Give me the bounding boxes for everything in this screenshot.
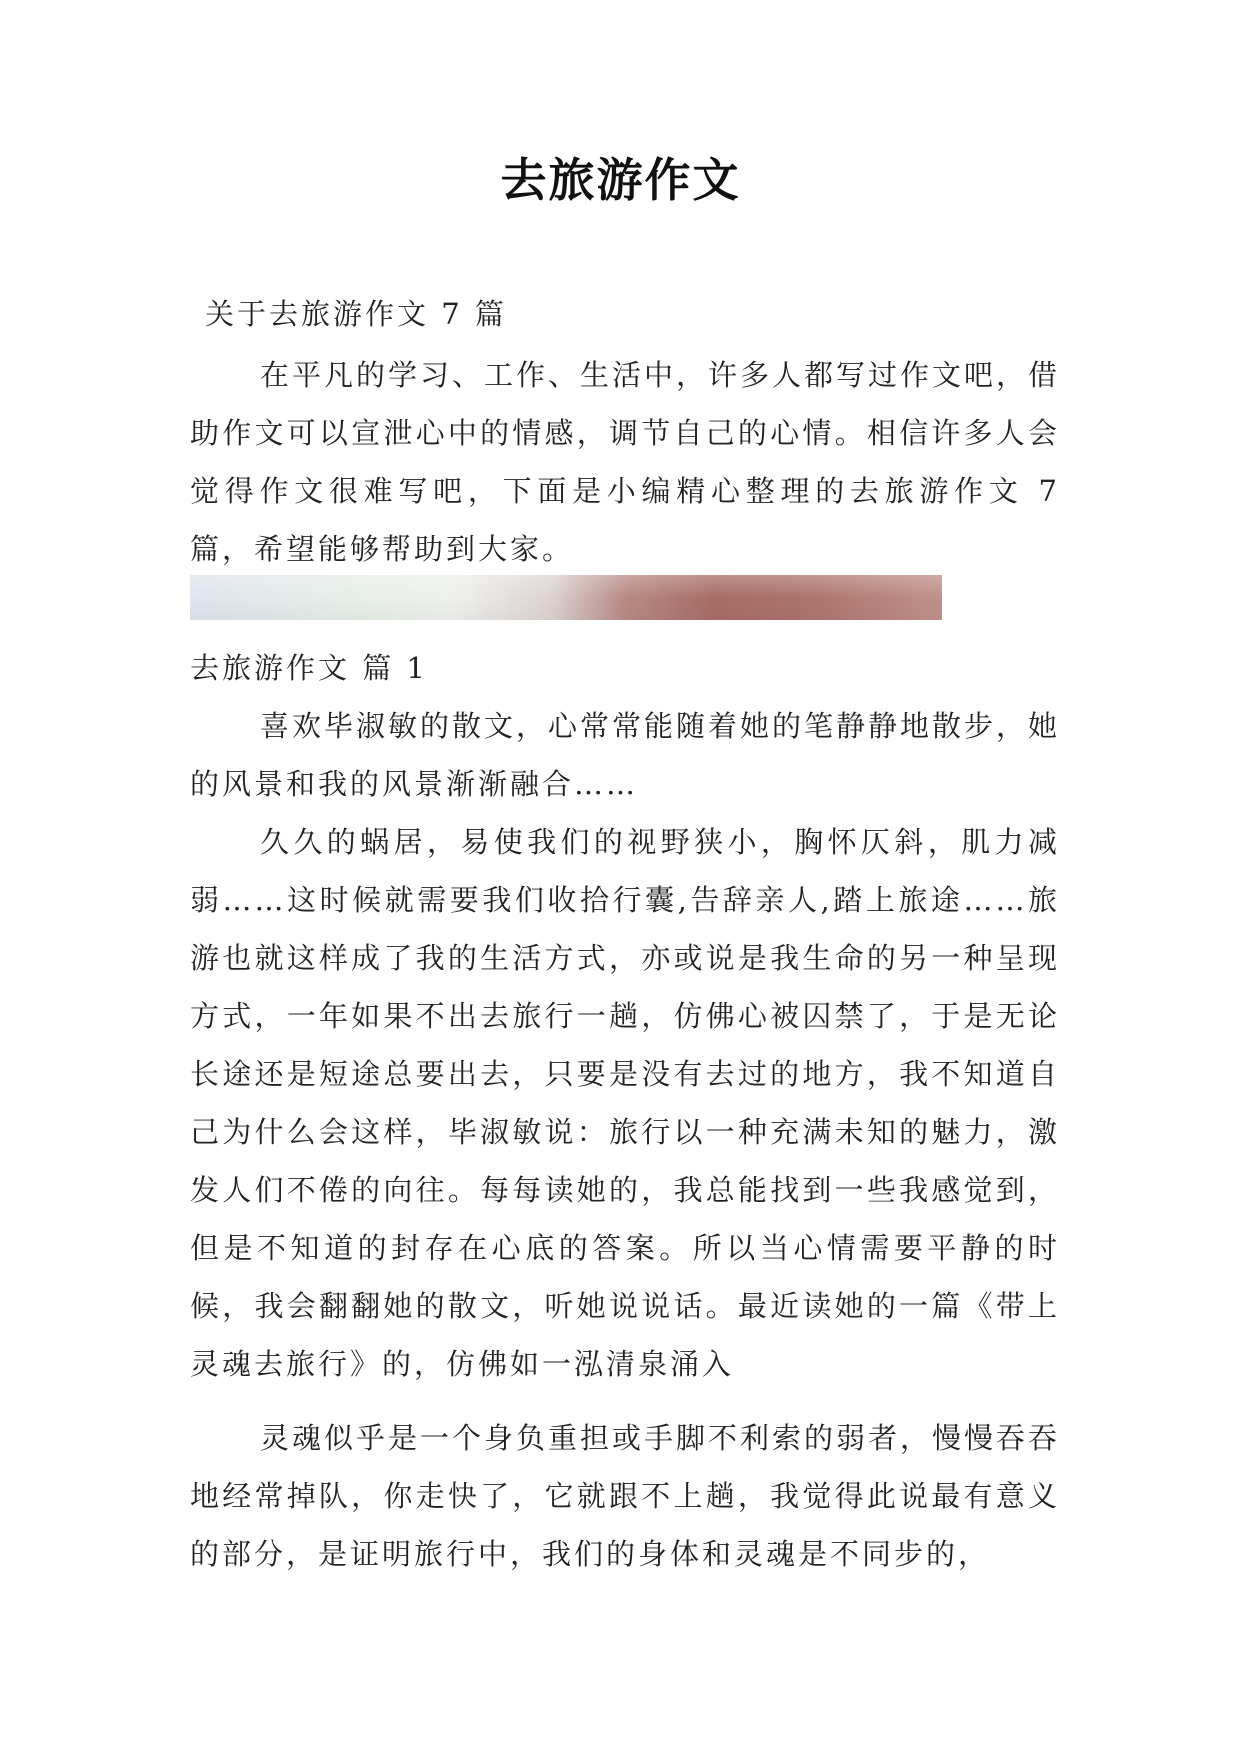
banner-image <box>190 575 942 620</box>
body-paragraph: 喜欢毕淑敏的散文，心常常能随着她的笔静静地散步，她的风景和我的风景渐渐融合…… <box>190 709 1061 801</box>
section-heading: 去旅游作文 篇 1 <box>190 651 428 685</box>
intro-paragraph: 在平凡的学习、工作、生活中，许多人都写过作文吧，借助作文可以宣泄心中的情感，调节自己的心情。相信许多人会觉得作文很难写吧，下面是小编精心整理的去旅游作文 7 篇，希望能够帮助到大家。 <box>190 358 1061 566</box>
document-title: 去旅游作文 <box>500 153 741 207</box>
document-subtitle: 关于去旅游作文 7 篇 <box>205 297 507 331</box>
body-paragraph: 灵魂似乎是一个身负重担或手脚不利索的弱者，慢慢吞吞地经常掉队，你走快了，它就跟不上趟，我觉得此说最有意义的部分，是证明旅行中，我们的身体和灵魂是不同步的， <box>190 1421 1061 1571</box>
body-paragraph: 久久的蜗居，易使我们的视野狭小，胸怀仄斜，肌力减弱……这时候就需要我们收拾行囊,告辞亲人,踏上旅途……旅游也就这样成了我的生活方式，亦或说是我生命的另一种呈现方式，一年如果不出去旅行一趟，仿佛心被囚禁了，于是无论长途还是短途总要出去，只要是没有去过的地方，我不知道自己为什么会这样，毕淑敏说：旅行以一种充满未知的魅力，激发人们不倦的向往。每每读她的，我总能找到一些我感觉到，但是不知道的封存在心底的答案。所以当心情需要平静的时候，我会翻翻她的散文，听她说说话。最近读她的一篇《带上灵魂去旅行》的，仿佛如一泓清泉涌入 <box>190 825 1060 1381</box>
